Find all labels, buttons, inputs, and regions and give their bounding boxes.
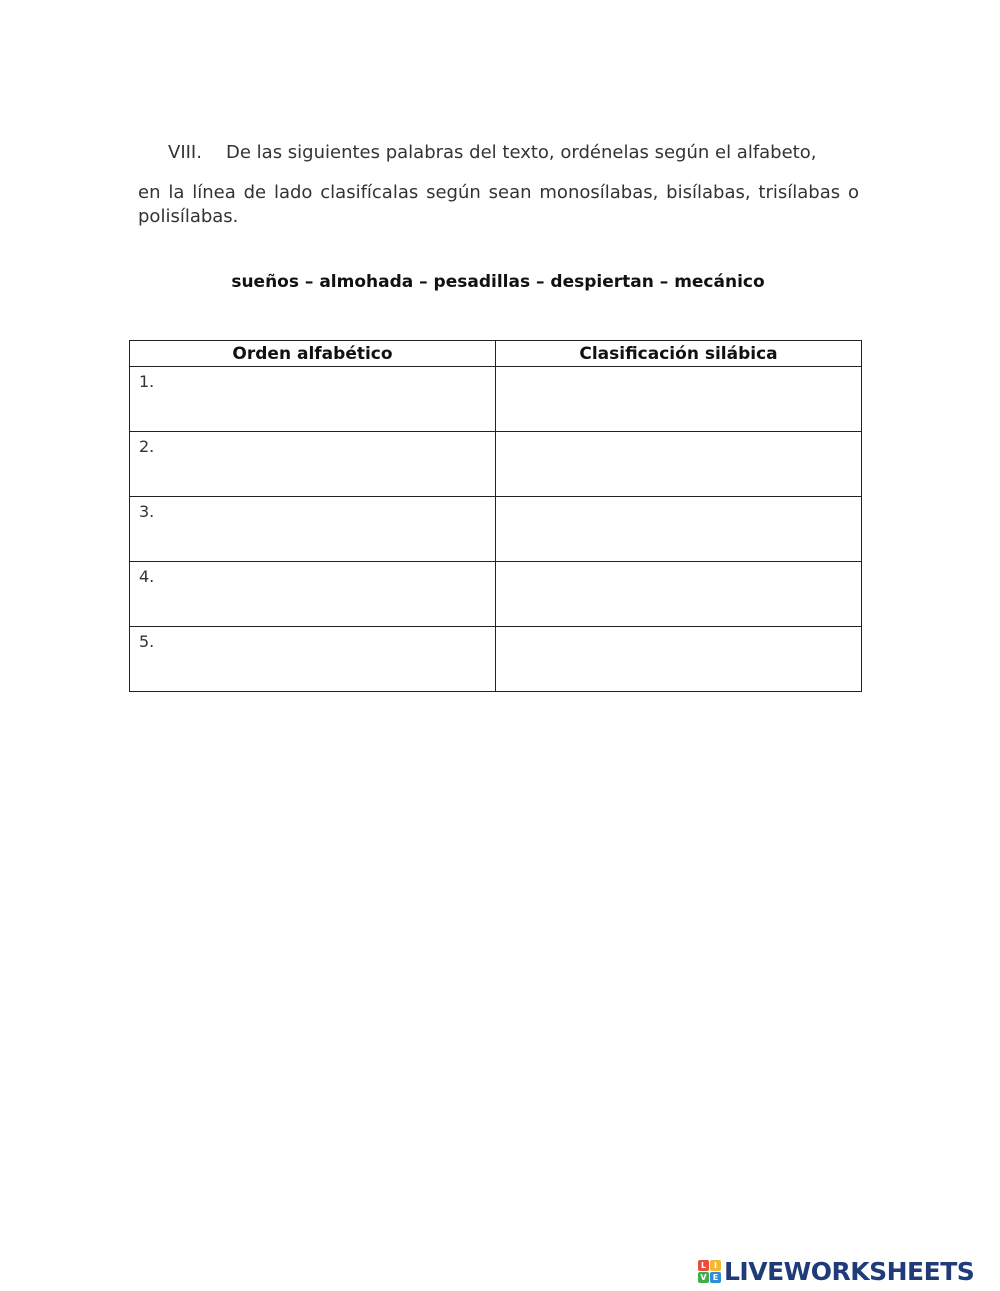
alphabetical-order-cell[interactable] bbox=[130, 562, 496, 627]
liveworksheets-logo bbox=[698, 1254, 974, 1288]
exercise-line-1: De las siguientes palabras del texto, ordénelas según el alfabeto, bbox=[226, 142, 817, 163]
alphabetical-order-cell[interactable] bbox=[130, 432, 496, 497]
logo-mark-letter: I bbox=[710, 1260, 721, 1271]
classification-answer[interactable] bbox=[496, 367, 861, 431]
row-number: 1. bbox=[139, 372, 155, 391]
classification-cell[interactable] bbox=[496, 367, 862, 432]
liveworksheets-logo-icon bbox=[698, 1260, 721, 1283]
exercise-instruction: en la línea de lado clasifícalas según sean monosílabas, bisílabas, trisílabas o polisílabas. bbox=[138, 182, 859, 227]
table-row bbox=[130, 627, 862, 692]
logo-mark-letter: V bbox=[698, 1272, 709, 1283]
table-row bbox=[130, 562, 862, 627]
row-number: 3. bbox=[139, 502, 155, 521]
row-number: 4. bbox=[139, 567, 155, 586]
classification-answer[interactable] bbox=[496, 627, 861, 691]
column-header-syllabic-classification: Clasificación silábica bbox=[496, 341, 862, 367]
table-row bbox=[130, 367, 862, 432]
classification-cell[interactable] bbox=[496, 497, 862, 562]
classification-answer[interactable] bbox=[496, 432, 861, 496]
logo-wordmark: LIVEWORKSHEETS bbox=[724, 1256, 975, 1286]
answer-table bbox=[129, 340, 862, 692]
logo-mark-letter: L bbox=[698, 1260, 709, 1271]
alphabetical-order-cell[interactable] bbox=[130, 627, 496, 692]
classification-cell[interactable] bbox=[496, 432, 862, 497]
column-header-alphabetical-order: Orden alfabético bbox=[130, 341, 496, 367]
classification-cell[interactable] bbox=[496, 627, 862, 692]
table-header-row bbox=[130, 341, 862, 367]
word-list: sueños – almohada – pesadillas – despiertan – mecánico bbox=[231, 272, 765, 292]
logo-mark-letter: E bbox=[710, 1272, 721, 1283]
row-number: 2. bbox=[139, 437, 155, 456]
classification-answer[interactable] bbox=[496, 497, 861, 561]
exercise-heading bbox=[168, 141, 816, 165]
alphabetical-order-cell[interactable] bbox=[130, 367, 496, 432]
classification-answer[interactable] bbox=[496, 562, 861, 626]
row-number: 5. bbox=[139, 632, 155, 651]
alphabetical-order-cell[interactable] bbox=[130, 497, 496, 562]
classification-cell[interactable] bbox=[496, 562, 862, 627]
table-row bbox=[130, 432, 862, 497]
exercise-numeral: VIII. bbox=[168, 142, 202, 163]
table-row bbox=[130, 497, 862, 562]
